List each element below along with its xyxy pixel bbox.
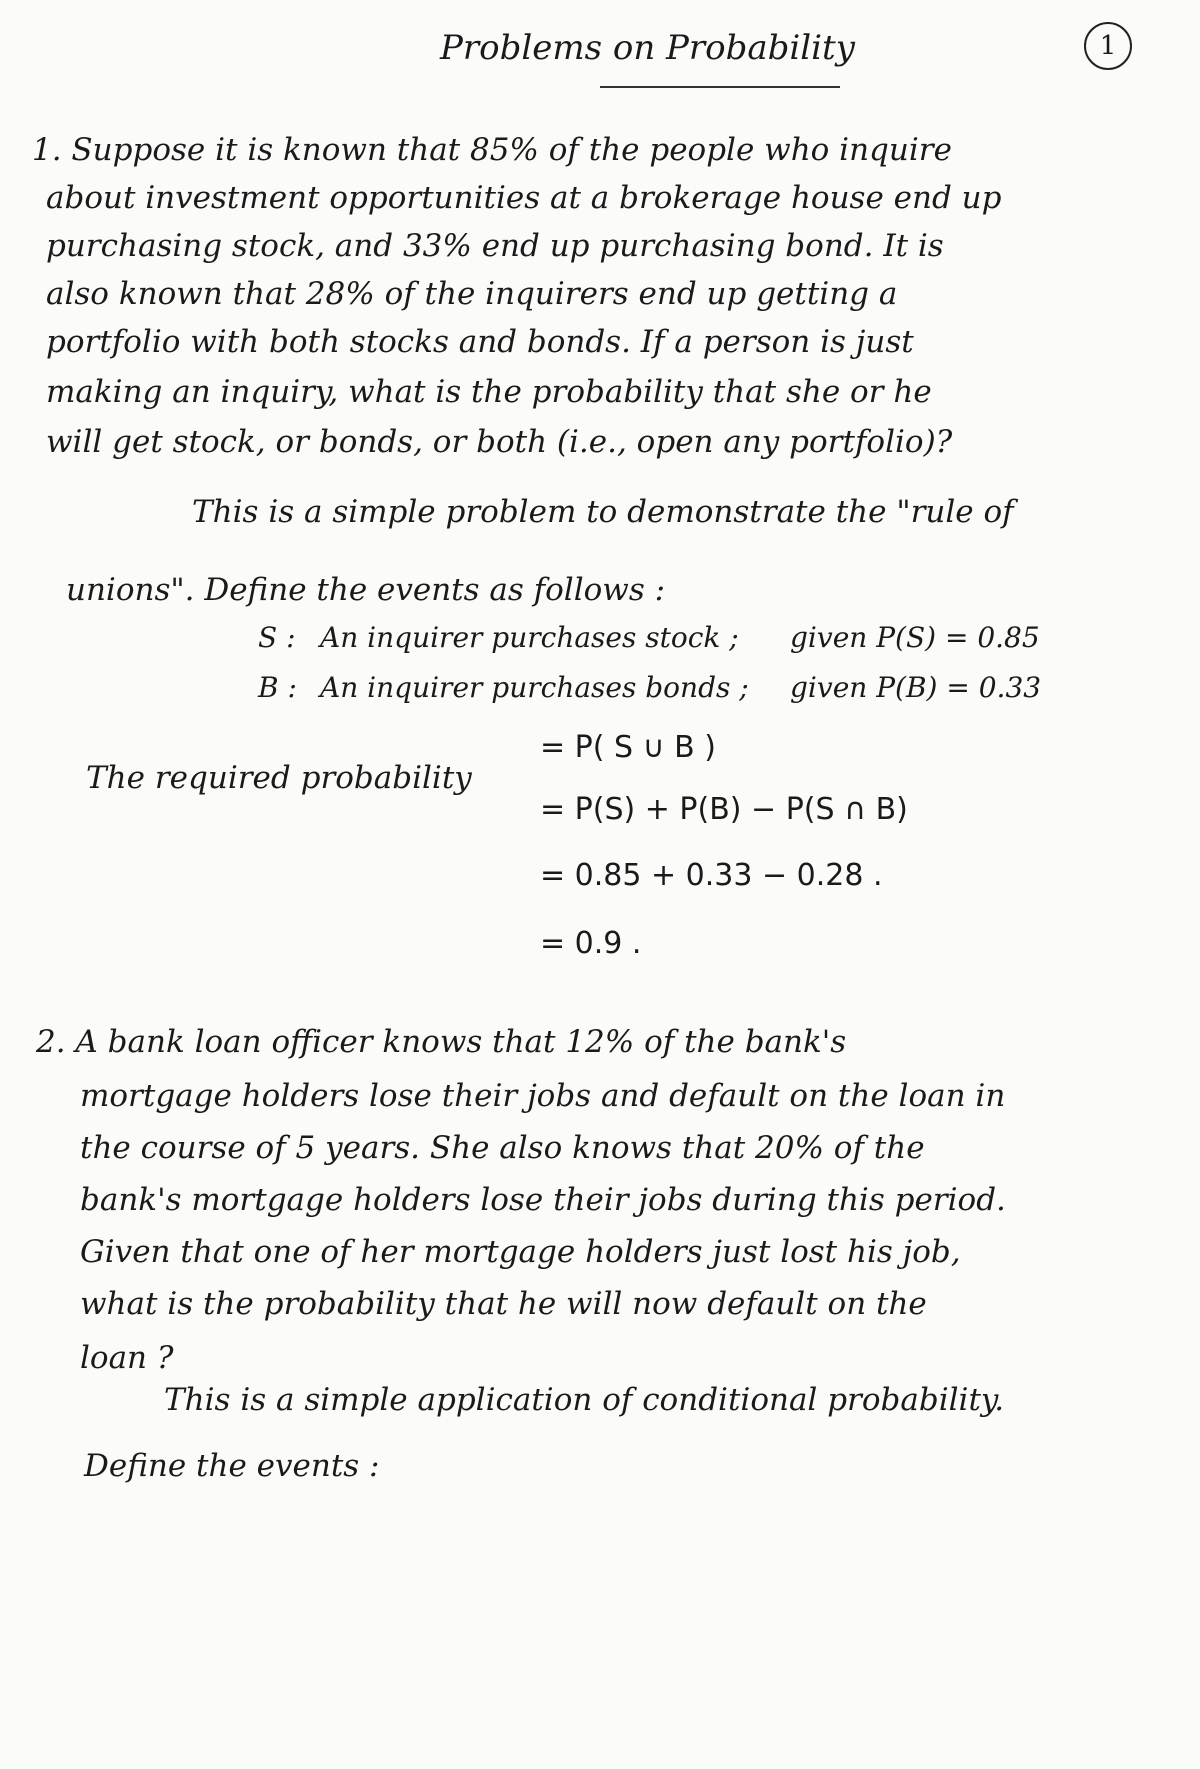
solution-step-2: = P(S) + P(B) − P(S ∩ B) [540, 792, 908, 827]
problem1-line-6: making an inquiry, what is the probability that she or he [46, 374, 932, 410]
page-title: Problems on Probability [440, 28, 855, 68]
problem2-line-5: Given that one of her mortgage holders just lost his job, [80, 1234, 961, 1270]
problem2-line-1: 2. A bank loan officer knows that 12% of the bank's [36, 1024, 847, 1060]
solution-step-4: = 0.9 . [540, 926, 642, 961]
problem2-solution-intro-1: This is a simple application of conditional probability. [164, 1382, 1005, 1418]
event-b-given: given P(B) = 0.33 [790, 671, 1042, 704]
title-underline [600, 86, 840, 88]
problem2-line-3: the course of 5 years. She also knows that 20% of the [80, 1130, 925, 1166]
problem1-line-5: portfolio with both stocks and bonds. If a person is just [46, 324, 914, 360]
event-b-label: B : [258, 671, 297, 704]
required-probability-label: The required probability [86, 760, 472, 796]
problem2-line-4: bank's mortgage holders lose their jobs during this period. [80, 1182, 1006, 1218]
problem1-line-4: also known that 28% of the inquirers end up getting a [46, 276, 898, 312]
event-s-label: S : [258, 621, 296, 654]
page-number: 1 [1084, 22, 1132, 70]
problem1-line-1: 1. Suppose it is known that 85% of the people who inquire [32, 132, 952, 168]
solution-step-3: = 0.85 + 0.33 − 0.28 . [540, 858, 883, 893]
problem2-line-2: mortgage holders lose their jobs and default on the loan in [80, 1078, 1006, 1114]
problem1-solution-intro-1: This is a simple problem to demonstrate the "rule of [192, 494, 1014, 530]
problem1-line-7: will get stock, or bonds, or both (i.e., open any portfolio)? [46, 424, 953, 460]
problem2-line-7: loan ? [80, 1340, 174, 1376]
problem2-line-6: what is the probability that he will now default on the [80, 1286, 927, 1322]
event-s-text: An inquirer purchases stock ; [320, 621, 739, 654]
solution-step-1: = P( S ∪ B ) [540, 730, 716, 765]
event-s-given: given P(S) = 0.85 [790, 621, 1040, 654]
problem1-line-3: purchasing stock, and 33% end up purchasing bond. It is [46, 228, 944, 264]
event-b-text: An inquirer purchases bonds ; [320, 671, 749, 704]
problem1-line-2: about investment opportunities at a brokerage house end up [46, 180, 1002, 216]
problem1-solution-intro-2: unions". Define the events as follows : [66, 572, 666, 608]
problem2-solution-intro-2: Define the events : [84, 1448, 380, 1484]
